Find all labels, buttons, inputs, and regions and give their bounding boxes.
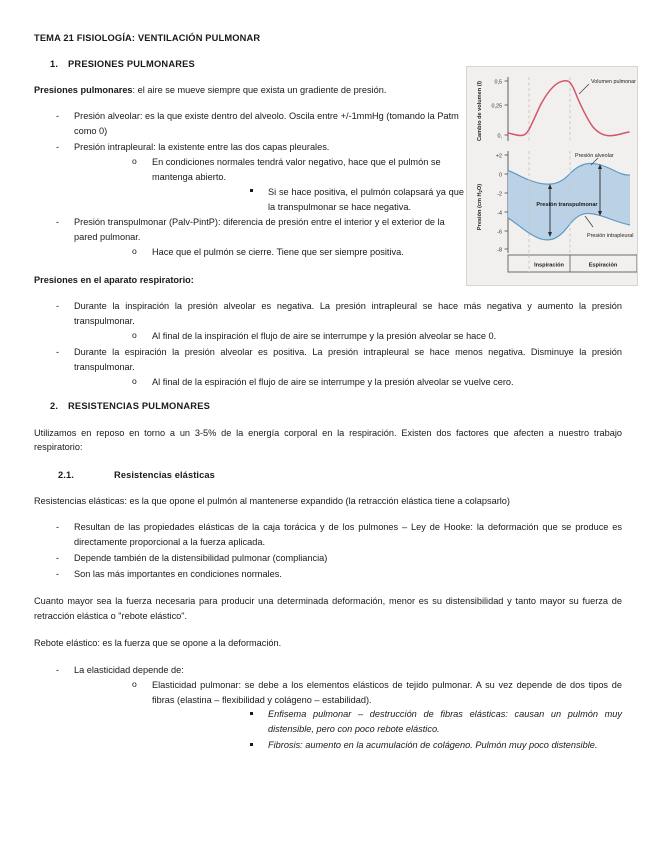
list-item-text: Si se hace positiva, el pulmón colapsará ya que la transpulmonar se hace negativa. [268,186,464,212]
list-item [34,215,464,260]
paragraph-cuanto-mayor: Cuanto mayor sea la fuerza necesaria para producir una determinada deformación, menor es su distensibilidad y tanto mayor su fuerza de retracción elástica o "rebote elástico". [34,595,622,621]
dash-marker: - [56,301,60,312]
list-item [34,567,622,582]
document-body [34,32,622,764]
section-heading-1 [34,58,622,70]
subtitle-text: Presiones en el aparato respiratorio: [34,275,194,286]
list-item [34,299,622,344]
square-marker [250,189,253,192]
chart-ytick-pressure-m8: -8 [497,247,502,254]
list-item-text: Hace que el pulmón se cierre. Tiene que ser siempre positiva. [152,247,404,258]
dash-marker: - [56,111,60,122]
paragraph-presiones-pulmonares [34,83,464,98]
list-item-text: Enfisema pulmonar – destrucción de fibras elásticas: causan un pulmón muy distensible, pero con poco rebote elástico. [268,709,622,735]
chart-phase-label-inspiracion: Inspiración [534,262,564,269]
chart-ylabel-pressure: Presión (cm H2O) [477,183,483,231]
paragraph-resistencias-elasticas: Resistencias elásticas: es la que opone el pulmón al mantenerse expandido (la retracción elástica tiene a colapsarlo) [34,496,510,507]
list-item-text: En condiciones normales tendrá valor negativo, hace que el pulmón se mantenga abierto. [152,156,441,182]
lead-in-bold: Presiones pulmonares [34,85,133,96]
dash-marker: - [56,217,60,228]
dash-marker: - [56,664,60,675]
list-item-text: Durante la inspiración la presión alveolar es negativa. La presión intrapleural se hace más negativa y aumento la presión transpulmonar. [74,301,622,326]
list-elasticidad [34,663,622,753]
list-item [34,520,622,550]
list-item [74,155,464,215]
subsection-heading-21 [34,469,622,481]
section-number-2: 2. [50,401,59,412]
list-item [34,109,464,139]
list-item [34,140,464,215]
list-item [34,663,622,753]
chart-annotation-presion-alveolar: Presión alveolar [575,153,614,159]
list-item [74,245,464,260]
list-item [34,345,622,390]
paragraph-resistencias-intro: Utilizamos en reposo en torno a un 3-5% de la energía corporal en la respiración. Existen dos factores que afecten a nuestro trabajo respiratorio: [34,427,622,453]
dash-marker: - [56,522,60,533]
chart-ytick-volume-025: 0,25 [491,103,502,110]
list-item-text: Al final de la inspiración el flujo de aire se interrumpe y la presión alveolar se hace 0. [152,330,497,341]
chart-ytick-pressure-m6: -6 [497,229,502,236]
list-item [152,185,464,215]
dash-marker: - [56,553,60,564]
paragraph-rebote-elastico: Rebote elástico: es la fuerza que se opone a la deformación. [34,637,282,648]
sublist [74,329,622,344]
list-presiones-aparato [34,299,622,389]
list-item [74,678,622,754]
dash-marker: - [56,346,60,357]
list-resistencias-elasticas [34,520,622,582]
list-item-text: Resultan de las propiedades elásticas de la caja torácica y de los pulmones – Ley de Hooke: la deformación que se produce es directamente proporcional a la fuerza aplicada. [74,522,622,548]
circle-marker: o [132,246,137,257]
circle-marker: o [132,155,137,166]
list-presiones [34,109,464,260]
list-item-text: Presión alveolar: es la que existe dentro del alveolo. Oscila entre +/-1mmHg (tomando la Patm como 0) [74,111,459,136]
sublist [74,678,622,754]
sublist [152,707,622,753]
subsection-number: 2.1. [58,470,74,481]
section-title-2: RESISTENCIAS PULMONARES [68,401,211,412]
sublist [74,375,622,390]
square-marker [250,743,253,746]
chart-ytick-volume-05: 0,5 [494,79,502,86]
square-marker [250,712,253,715]
dash-marker: - [56,569,60,580]
chart-annotation-volumen-pulmonar: Volumen pulmonar [591,79,636,85]
sublist [74,155,464,215]
dash-marker: - [56,141,60,152]
chart-ytick-pressure-p2: +2 [495,153,502,160]
chart-phase-label-espiracion: Espiración [588,262,618,269]
list-item-text: Elasticidad pulmonar: se debe a los elementos elásticos de tejido pulmonar. A su vez depende de dos tipos de fibras (elastina – flexibilidad y colágeno – estabilidad). [152,679,622,705]
list-item-text: La elasticidad depende de: [74,664,184,675]
chart-ytick-volume-0: 0, [497,133,502,140]
lead-in-rest: : el aire se mueve siempre que exista un gradiente de presión. [132,85,387,96]
list-item [74,375,622,390]
section-number-1: 1. [50,59,59,70]
section-heading-2 [34,400,622,412]
page-title: TEMA 21 FISIOLOGÍA: VENTILACIÓN PULMONAR [34,33,261,43]
sublist [74,245,464,260]
list-item [74,329,622,344]
section-title-1: PRESIONES PULMONARES [68,59,195,70]
list-item-text: Depende también de la distensibilidad pulmonar (compliancia) [74,553,328,564]
list-item [34,551,622,566]
list-item-text: Durante la espiración la presión alveolar es positiva. La presión intrapleural se hace menos negativa. Disminuye la presión transpulmonar. [74,346,622,372]
chart-annotation-presion-intrapleural: Presión intrapleural [587,233,634,239]
subsection-title: Resistencias elásticas [114,470,215,481]
list-item-text: Son las más importantes en condiciones normales. [74,569,282,580]
chart-ytick-pressure-0: 0 [499,172,502,179]
list-item-text: Al final de la espiración el flujo de aire se interrumpe y la presión alveolar se vuelve cero. [152,376,514,387]
chart-annotation-presion-transpulmonar: Presión transpulmonar [536,202,598,208]
circle-marker: o [132,375,137,386]
chart-ylabel-volume: Cambio de volumen (l) [477,81,483,141]
list-item [152,707,622,737]
list-item [152,738,622,753]
sublist [152,185,464,215]
circle-marker: o [132,678,137,689]
chart-ytick-pressure-m4: -4 [497,210,502,217]
list-item-text: Presión intrapleural: la existente entre las dos capas pleurales. [74,141,330,152]
circle-marker: o [132,329,137,340]
list-item-text: Presión transpulmonar (Palv-PintP): diferencia de presión entre el interior y el exterior de la pared pulmonar. [74,217,445,243]
chart-ytick-pressure-m2: -2 [497,191,502,198]
subtitle-presiones-aparato [34,273,622,288]
list-item-text: Fibrosis: aumento en la acumulación de colágeno. Pulmón muy poco distensible. [268,740,598,751]
